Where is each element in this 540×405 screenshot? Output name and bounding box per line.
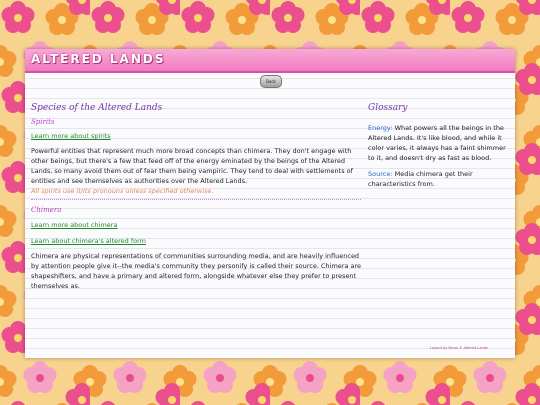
page-title: Species of the Altered Lands: [31, 103, 163, 113]
spirits-pronoun-note: All spirits use it/its pronouns unless specified otherwise.: [31, 187, 214, 195]
content-card: [25, 49, 515, 358]
glossary-entry-energy: [368, 123, 510, 163]
main-column: [31, 103, 361, 291]
footer-credit: Layout by Moon © Altered Lands: [430, 346, 488, 350]
chimera-heading: Chimera: [31, 206, 62, 214]
glossary-column: [368, 103, 510, 189]
glossary-title: Glossary: [368, 103, 408, 113]
spirits-link[interactable]: Learn more about spirits: [31, 132, 111, 140]
spirits-description: Powerful entities that represent much more broad concepts than chimera. They don't engage with other beings, but there's a few that feed off of the energy eminated by the beings of the Altered Lands, so many avoid them out of fear them being vampiric. They tend to deal with settlements of entities and see themselves as authorities over the Altered Lands.: [31, 147, 353, 185]
glossary-definition: Media chimera get their characteristics from.: [368, 170, 473, 188]
site-title: ALTERED LANDS: [31, 52, 166, 66]
site-header: [25, 49, 515, 73]
glossary-entry-source: [368, 169, 510, 189]
chimera-description: Chimera are physical representations of communities surrounding media, and are heavily influenced by attention people give it--the media's community they personify is called their source. Chimera are shapeshifters, and have a primary and altered form, alongside whatever else they prefer to present themselves as.: [31, 252, 362, 290]
chimera-link[interactable]: Learn more about chimera: [31, 221, 118, 229]
glossary-term: Source:: [368, 170, 393, 178]
back-button[interactable]: Back: [260, 75, 282, 88]
glossary-term: Energy:: [368, 124, 393, 132]
spirits-heading: Spirits: [31, 118, 55, 126]
chimera-altered-form-link[interactable]: Learn about chimera's altered form: [31, 237, 146, 245]
glossary-definition: What powers all the beings in the Altered Lands. It's like blood, and while it color varies, it always has a faint shimmer to it, and doesn't dry as fast as blood.: [368, 124, 506, 162]
